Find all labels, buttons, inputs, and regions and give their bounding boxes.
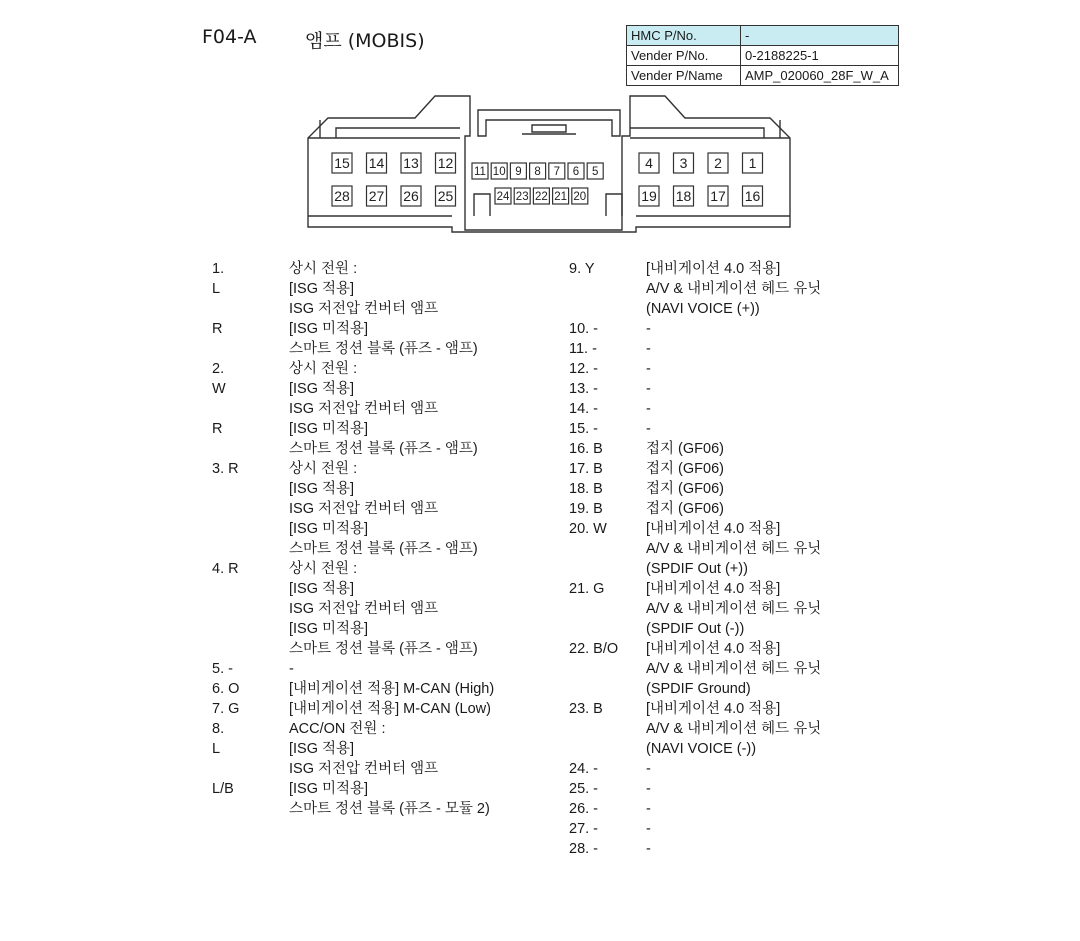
pin-8: [530, 163, 546, 179]
pin-description: 접지 (GF06): [646, 441, 724, 457]
pin-number: 14. -: [569, 401, 599, 417]
table-row: [627, 66, 899, 86]
list-item: [569, 499, 869, 519]
pin-description: [ISG 미적용]: [289, 421, 369, 437]
list-item: [212, 719, 542, 739]
list-item: [569, 619, 869, 639]
pin-description: [내비게이션 적용] M-CAN (Low): [289, 701, 491, 717]
pin-6: [568, 163, 584, 179]
list-item: [212, 799, 542, 819]
pin-26: [401, 186, 421, 206]
pin-number: 13. -: [569, 381, 599, 397]
pin-description: 접지 (GF06): [646, 501, 724, 517]
vender-pno-value: 0-2188225-1: [741, 46, 899, 66]
pin-label: 11: [474, 166, 486, 179]
pin-label: 6: [572, 166, 580, 179]
list-item: [212, 699, 542, 719]
pin-18: [674, 186, 694, 206]
pin-number: 9. Y: [569, 261, 595, 277]
pin-description: ISG 저전압 컨버터 앰프: [289, 301, 439, 317]
pin-label: 25: [437, 188, 454, 205]
pin-label: 14: [368, 155, 385, 172]
pin-label: 27: [368, 188, 385, 205]
pin-number: 2.: [212, 361, 225, 377]
list-item: [569, 659, 869, 679]
pin-description: [ISG 적용]: [289, 581, 355, 597]
pin-5: [587, 163, 603, 179]
pin-number: 18. B: [569, 481, 603, 497]
pin-label: 21: [554, 191, 567, 204]
pin-number: 17. B: [569, 461, 603, 477]
list-item: [212, 439, 542, 459]
pin-description: A/V & 내비게이션 헤드 유닛: [646, 661, 822, 677]
pin-24: [495, 188, 511, 204]
list-item: [569, 719, 869, 739]
list-item: [569, 319, 869, 339]
pin-description: 스마트 정션 블록 (퓨즈 - 앰프): [289, 341, 478, 357]
pin-15: [332, 153, 352, 173]
pin-number: 23. B: [569, 701, 603, 717]
pin-description: (SPDIF Ground): [646, 681, 751, 697]
list-item: [212, 339, 542, 359]
list-item: [569, 399, 869, 419]
vender-pname-label: Vender P/Name: [627, 66, 741, 86]
pin-description: -: [646, 321, 651, 337]
pin-description: [ISG 미적용]: [289, 621, 369, 637]
list-item: [569, 359, 869, 379]
list-item: [569, 539, 869, 559]
pin-description: ISG 저전압 컨버터 앰프: [289, 761, 439, 777]
pin-number: 3. R: [212, 461, 239, 477]
pin-1: [743, 153, 763, 173]
pin-description: -: [646, 781, 651, 797]
pin-description: -: [646, 821, 651, 837]
pin-description: [내비게이션 4.0 적용]: [646, 261, 781, 277]
pin-label: 8: [534, 166, 541, 179]
list-item: [212, 279, 542, 299]
pin-13: [401, 153, 421, 173]
hmc-pno-value: -: [741, 26, 899, 46]
vender-pno-label: Vender P/No.: [627, 46, 741, 66]
pin-description: 접지 (GF06): [646, 461, 724, 477]
pin-number: 6. O: [212, 681, 240, 697]
pin-description: 스마트 정션 블록 (퓨즈 - 앰프): [289, 541, 478, 557]
pin-22: [533, 188, 549, 204]
pin-description: ISG 저전압 컨버터 앰프: [289, 601, 439, 617]
list-item: [212, 759, 542, 779]
list-item: [212, 259, 542, 279]
pin-number: 10. -: [569, 321, 599, 337]
pin-4: [639, 153, 659, 173]
pin-label: 23: [515, 191, 529, 204]
pin-description: ACC/ON 전원 :: [289, 721, 386, 737]
pin-label: 3: [679, 155, 688, 172]
list-item: [212, 459, 542, 479]
pin-number: 25. -: [569, 781, 599, 797]
pin-number: 15. -: [569, 421, 599, 437]
connector-code: F04-A: [202, 26, 257, 48]
pin-14: [367, 153, 387, 173]
pin-25: [436, 186, 456, 206]
pin-label: 22: [535, 191, 548, 204]
list-item: [212, 659, 542, 679]
pin-description: 상시 전원 :: [289, 261, 358, 277]
list-item: [212, 539, 542, 559]
list-item: [212, 379, 542, 399]
pin-description: ISG 저전압 컨버터 앰프: [289, 501, 439, 517]
pin-list-left: [212, 259, 542, 819]
pin-list-right: [569, 259, 869, 859]
list-item: [212, 619, 542, 639]
pin-27: [367, 186, 387, 206]
pin-description: 스마트 정션 블록 (퓨즈 - 앰프): [289, 641, 478, 657]
pin-label: 17: [710, 188, 726, 205]
pin-label: 4: [645, 155, 653, 172]
list-item: [569, 639, 869, 659]
list-item: [569, 439, 869, 459]
pin-label: 18: [675, 188, 692, 205]
vender-pname-value: AMP_020060_28F_W_A: [741, 66, 899, 86]
pin-11: [472, 163, 488, 179]
list-item: [212, 779, 542, 799]
pin-label: 26: [403, 188, 419, 205]
pin-number: 5. -: [212, 661, 233, 677]
list-item: [212, 299, 542, 319]
pin-description: A/V & 내비게이션 헤드 유닛: [646, 721, 822, 737]
pin-description: 상시 전원 :: [289, 361, 358, 377]
pin-17: [708, 186, 728, 206]
list-item: [569, 379, 869, 399]
pin-description: (SPDIF Out (+)): [646, 561, 748, 577]
list-item: [569, 599, 869, 619]
pin-label: 19: [641, 188, 657, 205]
pin-description: -: [646, 801, 651, 817]
table-row: [627, 46, 899, 66]
list-item: [569, 279, 869, 299]
pin-description: [내비게이션 4.0 적용]: [646, 701, 781, 717]
pin-number: 7. G: [212, 701, 240, 717]
pin-number: 22. B/O: [569, 641, 619, 657]
list-item: [569, 819, 869, 839]
pin-description: [내비게이션 4.0 적용]: [646, 581, 781, 597]
list-item: [212, 519, 542, 539]
pin-description: (NAVI VOICE (-)): [646, 741, 757, 757]
pin-number: 27. -: [569, 821, 599, 837]
pin-label: 28: [334, 188, 350, 205]
pin-20: [572, 188, 588, 204]
pin-number: R: [212, 421, 223, 437]
pin-description: (NAVI VOICE (+)): [646, 301, 760, 317]
list-item: [212, 559, 542, 579]
pin-description: -: [646, 341, 651, 357]
pin-number: 21. G: [569, 581, 605, 597]
list-item: [212, 359, 542, 379]
list-item: [212, 579, 542, 599]
pin-16: [743, 186, 763, 206]
list-item: [212, 599, 542, 619]
pin-10: [491, 163, 507, 179]
pin-label: 13: [403, 155, 419, 172]
pin-label: 9: [515, 166, 522, 179]
pin-28: [332, 186, 352, 206]
pin-7: [549, 163, 565, 179]
list-item: [569, 419, 869, 439]
pin-label: 15: [334, 155, 350, 172]
pin-number: 20. W: [569, 521, 607, 537]
list-item: [569, 679, 869, 699]
pin-description: [ISG 적용]: [289, 281, 355, 297]
pin-label: 7: [553, 166, 561, 179]
pin-description: [내비게이션 4.0 적용]: [646, 641, 781, 657]
pin-label: 12: [437, 155, 454, 172]
list-item: [569, 259, 869, 279]
list-item: [569, 739, 869, 759]
pin-number: L: [212, 281, 221, 297]
pin-description: 상시 전원 :: [289, 561, 358, 577]
pin-number: L: [212, 741, 221, 757]
pin-description: 스마트 정션 블록 (퓨즈 - 모듈 2): [289, 801, 490, 817]
pin-description: [ISG 적용]: [289, 481, 355, 497]
pin-description: 스마트 정션 블록 (퓨즈 - 앰프): [289, 441, 478, 457]
pin-description: -: [289, 661, 294, 677]
pin-description: ISG 저전압 컨버터 앰프: [289, 401, 439, 417]
pin-number: 4. R: [212, 561, 239, 577]
list-item: [212, 499, 542, 519]
pin-number: 28. -: [569, 841, 599, 857]
list-item: [569, 759, 869, 779]
pin-2: [708, 153, 728, 173]
pin-description: A/V & 내비게이션 헤드 유닛: [646, 541, 822, 557]
list-item: [212, 639, 542, 659]
list-item: [212, 479, 542, 499]
pin-number: R: [212, 321, 223, 337]
part-number-table: [626, 25, 899, 86]
connector-name: 앰프 (MOBIS): [305, 30, 425, 52]
list-item: [569, 799, 869, 819]
pin-description: -: [646, 421, 651, 437]
pin-description: 접지 (GF06): [646, 481, 724, 497]
pin-label: 16: [744, 188, 761, 205]
list-item: [212, 679, 542, 699]
pin-description: (SPDIF Out (-)): [646, 621, 745, 637]
pin-number: 8.: [212, 721, 225, 737]
pin-description: -: [646, 381, 651, 397]
pin-number: L/B: [212, 781, 234, 797]
list-item: [569, 459, 869, 479]
pin-9: [510, 163, 526, 179]
connector-diagram: [300, 90, 800, 240]
pin-number: 1.: [212, 261, 225, 277]
pin-label: 5: [591, 166, 599, 179]
pin-19: [639, 186, 659, 206]
pin-description: [ISG 미적용]: [289, 781, 369, 797]
pin-description: [내비게이션 4.0 적용]: [646, 521, 781, 537]
pin-number: 19. B: [569, 501, 603, 517]
pin-label: 24: [496, 191, 510, 204]
pin-description: -: [646, 761, 651, 777]
pin-description: A/V & 내비게이션 헤드 유닛: [646, 281, 822, 297]
pin-number: 11. -: [569, 341, 597, 357]
pin-description: -: [646, 401, 651, 417]
list-item: [569, 299, 869, 319]
pin-23: [514, 188, 530, 204]
pin-description: A/V & 내비게이션 헤드 유닛: [646, 601, 822, 617]
list-item: [212, 419, 542, 439]
pin-description: -: [646, 841, 651, 857]
pin-3: [674, 153, 694, 173]
pin-number: 12. -: [569, 361, 599, 377]
pin-21: [553, 188, 569, 204]
pin-description: -: [646, 361, 651, 377]
table-row: [627, 26, 899, 46]
pin-description: [ISG 미적용]: [289, 321, 369, 337]
pin-number: 24. -: [569, 761, 599, 777]
pin-number: 16. B: [569, 441, 603, 457]
hmc-pno-label: HMC P/No.: [627, 26, 741, 46]
list-item: [569, 579, 869, 599]
list-item: [569, 479, 869, 499]
list-item: [569, 339, 869, 359]
pin-description: 상시 전원 :: [289, 461, 358, 477]
pin-12: [436, 153, 456, 173]
pin-label: 20: [573, 191, 587, 204]
list-item: [569, 519, 869, 539]
list-item: [569, 779, 869, 799]
pin-label: 2: [714, 155, 722, 172]
list-item: [212, 399, 542, 419]
pin-number: 26. -: [569, 801, 599, 817]
list-item: [569, 699, 869, 719]
pin-label: 10: [492, 166, 506, 179]
list-item: [569, 839, 869, 859]
pin-description: [ISG 적용]: [289, 381, 355, 397]
pin-description: [내비게이션 적용] M-CAN (High): [289, 681, 495, 697]
list-item: [569, 559, 869, 579]
pin-description: [ISG 적용]: [289, 741, 355, 757]
list-item: [212, 739, 542, 759]
list-item: [212, 319, 542, 339]
pin-number: W: [212, 381, 226, 397]
pin-label: 1: [748, 155, 757, 172]
pin-description: [ISG 미적용]: [289, 521, 369, 537]
